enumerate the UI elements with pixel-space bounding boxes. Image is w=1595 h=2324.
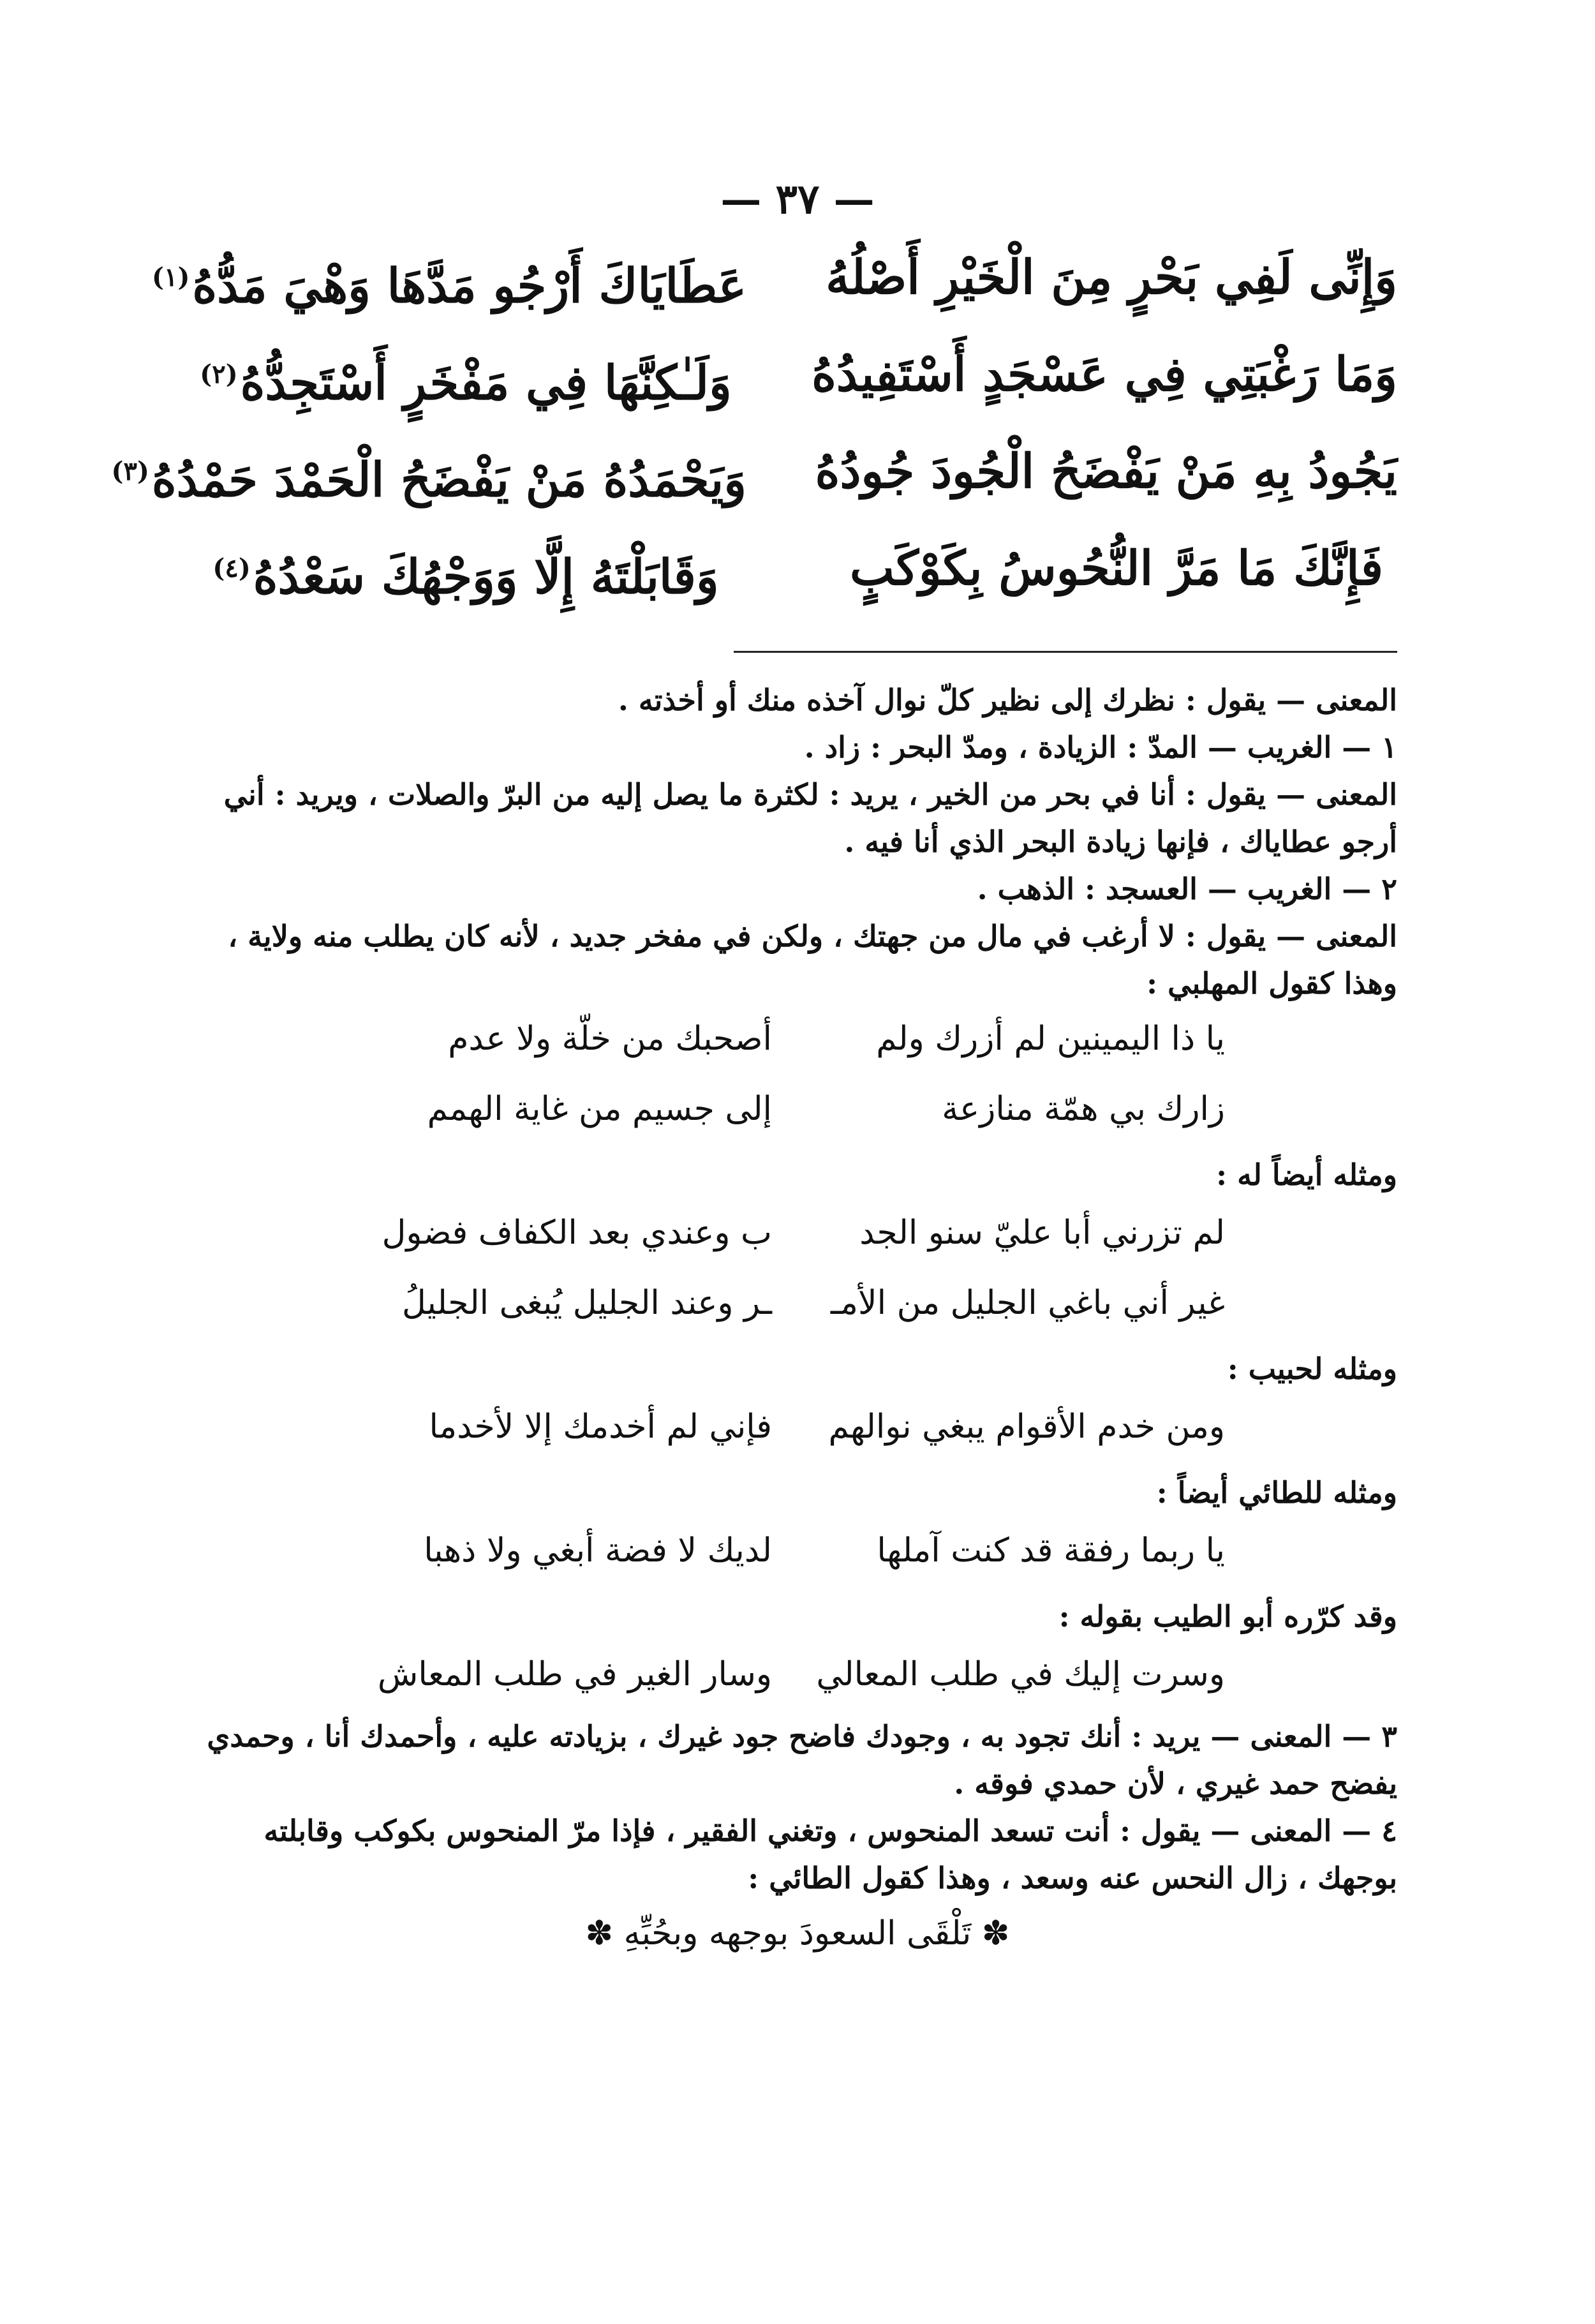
commentary-paragraph: ٣ — المعنى — يريد : أنك تجود به ، وجودك فاضح جود غيرك ، بزيادته عليه ، وأحمدك أنا ، وحمدي يفضح حمد غيري ، لأن حمدي فوقه .	[207, 1719, 1397, 1801]
verse-second-hemistich: وَلَـٰكِنَّهَا فِي مَفْخَرٍ أَسْتَجِدُّهُ$^{(٢)}$	[200, 355, 732, 411]
verse-second-hemistich: وَيَحْمَدُهُ مَنْ يَفْضَحُ الْحَمْدَ حَمْدُهُ$^{(٣)}$	[111, 452, 746, 508]
quoted-verse	[332, 1271, 1225, 1341]
quoted-hemistich: غير أني باغي الجليل من الأمـ	[830, 1284, 1225, 1322]
commentary	[198, 676, 1397, 1965]
commentary-paragraph: المعنى — يقول : نظرك إلى نظير كلّ نوال آخذه منك أو أخذته .	[618, 683, 1397, 717]
verse-second-hemistich: وَقَابَلْتَهُ إِلَّا وَوَجْهُكَ سَعْدُهُ$^{(٤)}$	[212, 549, 719, 605]
poem-verses	[111, 236, 1397, 624]
quoted-hemistich: ـر وعند الجليل يُبغى الجليلُ	[401, 1284, 772, 1322]
commentary-paragraph: ٤ — المعنى — يقول : أنت تسعد المنحوس ، وتغني الفقير ، فإذا مرّ المنحوس بكوكب وقابلته بوجهك ، زال النحس عنه وسعد ، وهذا كقول الطائي :	[263, 1814, 1397, 1895]
verse-row	[152, 236, 1397, 333]
verse-first-hemistich: يَجُودُ بِهِ مَنْ يَفْضَحُ الْجُودَ جُودُهُ	[815, 444, 1397, 499]
verse-second-hemistich: عَطَايَاكَ أَرْجُو مَدَّهَا وَهْيَ مَدُّهُ$^{(١)}$	[152, 258, 746, 314]
quote-intro: ومثله أيضاً له :	[1216, 1158, 1397, 1192]
quoted-hemistich: وسرت إليك في طلب المعالي	[816, 1655, 1225, 1694]
quote-intro: ومثله للطائي أيضاً :	[1156, 1475, 1397, 1510]
quoted-hemistich: يا ذا اليمينين لم أزرك ولم	[876, 1020, 1225, 1058]
verse-first-hemistich: وَإِنِّى لَفِي بَحْرٍ مِنَ الْخَيْرِ أَصْلُهُ	[826, 250, 1397, 305]
footnote-marker: (١)	[152, 262, 190, 292]
quoted-hemistich: ب وعندي بعد الكفاف فضول	[382, 1214, 772, 1252]
page-number: — ٣٧ —	[720, 175, 875, 223]
commentary-paragraph: ٢ — الغريب — العسجد : الذهب .	[977, 872, 1397, 906]
verse-first-hemistich: فَإِنَّكَ مَا مَرَّ النُّحُوسُ بِكَوْكَبٍ	[850, 541, 1383, 596]
quoted-verse	[332, 1077, 1225, 1147]
quoted-verse	[332, 1519, 1225, 1589]
verse-first-hemistich: وَمَا رَغْبَتِي فِي عَسْجَدٍ أَسْتَفِيدُهُ	[812, 347, 1397, 402]
quoted-hemistich: ✽ تَلْقَى السعودَ بوجهه وبحُبِّهِ ✽	[585, 1914, 1010, 1953]
verse-row	[185, 333, 1397, 430]
quoted-hemistich: زارك بي همّة منازعة	[942, 1090, 1225, 1128]
quoted-hemistich: أصحبك من خلّة ولا عدم	[448, 1020, 772, 1058]
quoted-hemistich: يا ربما رفقة قد كنت آملها	[877, 1531, 1225, 1570]
footnote-marker: (٣)	[111, 456, 149, 486]
quote-intro: وقد كرّره أبو الطيب بقوله :	[1058, 1599, 1397, 1634]
quoted-verse	[332, 1007, 1225, 1077]
quoted-hemistich: إلى جسيم من غاية الهمم	[427, 1090, 772, 1128]
quoted-hemistich: لم تزرني أبا عليّ سنو الجد	[859, 1214, 1225, 1252]
quoted-verse	[332, 1642, 1225, 1713]
quote-intro: ومثله لحبيب :	[1227, 1352, 1397, 1386]
quoted-hemistich: ومن خدم الأقوام يبغي نوالهم	[828, 1408, 1225, 1446]
verse-row	[185, 527, 1397, 624]
commentary-paragraph: ١ — الغريب — المدّ : الزيادة ، ومدّ البحر : زاد .	[804, 730, 1397, 764]
footnote-marker: (٤)	[212, 553, 251, 583]
commentary-paragraph: المعنى — يقول : لا أرغب في مال من جهتك ، ولكن في مفخر جديد ، لأنه كان يطلب منه ولاية ، وهذا كقول المهلبي :	[228, 919, 1397, 1001]
quoted-hemistich: وسار الغير في طلب المعاش	[377, 1655, 772, 1694]
quoted-hemistich: فإني لم أخدمك إلا لأخدما	[429, 1408, 772, 1446]
footnote-marker: (٢)	[200, 359, 238, 389]
quoted-verse	[332, 1395, 1225, 1465]
commentary-paragraph: المعنى — يقول : أنا في بحر من الخير ، يريد : لكثرة ما يصل إليه من البرّ والصلات ، ويريد : أني أرجو عطاياك ، فإنها زيادة البحر الذي أنا فيه .	[223, 777, 1397, 859]
verse-row	[111, 430, 1397, 527]
separator-rule	[734, 651, 1397, 653]
quoted-hemistich: لديك لا فضة أبغي ولا ذهبا	[424, 1531, 772, 1570]
quoted-verse	[332, 1201, 1225, 1271]
